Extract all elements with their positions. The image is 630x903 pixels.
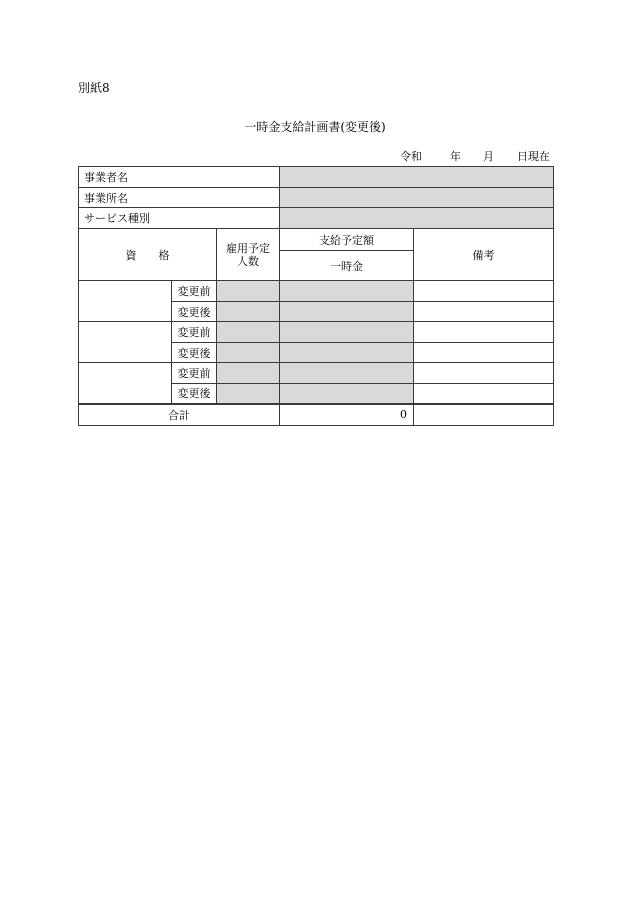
remarks-cell[interactable] (414, 302, 554, 322)
headcount-cell[interactable] (217, 302, 280, 322)
office-name-row (79, 188, 554, 208)
payment-plan-table (78, 166, 554, 426)
table-row (79, 322, 554, 343)
service-type-label: サービス種別 (79, 208, 280, 229)
table-row (79, 281, 554, 302)
planned-payment-header: 支給予定額 (280, 229, 414, 251)
office-name-field[interactable] (280, 188, 554, 208)
qualification-header: 資 格 (79, 229, 217, 281)
header-row-1 (79, 229, 554, 251)
total-value: 0 (280, 404, 414, 426)
total-row (79, 404, 554, 426)
total-remarks-cell[interactable] (414, 404, 554, 426)
office-name-label: 事業所名 (79, 188, 280, 208)
operator-name-row (79, 167, 554, 188)
after-change-label: 変更後 (172, 302, 217, 322)
attachment-label: 別紙8 (78, 81, 110, 95)
remarks-cell[interactable] (414, 384, 554, 404)
date-line (400, 150, 553, 164)
after-change-label: 変更後 (172, 384, 217, 404)
operator-name-label: 事業者名 (79, 167, 280, 188)
before-change-label: 変更前 (172, 322, 217, 343)
lump-sum-cell[interactable] (280, 302, 414, 322)
total-label: 合計 (79, 404, 280, 426)
qualification-cell[interactable] (79, 281, 172, 322)
before-change-label: 変更前 (172, 363, 217, 384)
table-row (79, 363, 554, 384)
date-year-label: 年 (450, 150, 461, 163)
lump-sum-cell[interactable] (280, 281, 414, 302)
headcount-cell[interactable] (217, 343, 280, 363)
headcount-cell[interactable] (217, 363, 280, 384)
headcount-cell[interactable] (217, 281, 280, 302)
date-day-label: 日現在 (517, 150, 550, 163)
headcount-cell[interactable] (217, 384, 280, 404)
headcount-cell[interactable] (217, 322, 280, 343)
qualification-cell[interactable] (79, 363, 172, 404)
remarks-cell[interactable] (414, 281, 554, 302)
remarks-header: 備考 (414, 229, 554, 281)
after-change-label: 変更後 (172, 343, 217, 363)
remarks-cell[interactable] (414, 322, 554, 343)
planned-headcount-line2: 人数 (237, 254, 260, 268)
qualification-cell[interactable] (79, 322, 172, 363)
service-type-field[interactable] (280, 208, 554, 229)
date-era: 令和 (400, 150, 422, 163)
lump-sum-cell[interactable] (280, 384, 414, 404)
lump-sum-cell[interactable] (280, 343, 414, 363)
lump-sum-cell[interactable] (280, 363, 414, 384)
document-title: 一時金支給計画書(変更後) (244, 120, 386, 134)
operator-name-field[interactable] (280, 167, 554, 188)
lump-sum-cell[interactable] (280, 322, 414, 343)
date-month-label: 月 (483, 150, 494, 163)
before-change-label: 変更前 (172, 281, 217, 302)
lump-sum-header: 一時金 (280, 251, 414, 281)
service-type-row (79, 208, 554, 229)
remarks-cell[interactable] (414, 363, 554, 384)
planned-headcount-header (217, 229, 280, 281)
planned-headcount-line1: 雇用予定 (226, 241, 271, 255)
remarks-cell[interactable] (414, 343, 554, 363)
